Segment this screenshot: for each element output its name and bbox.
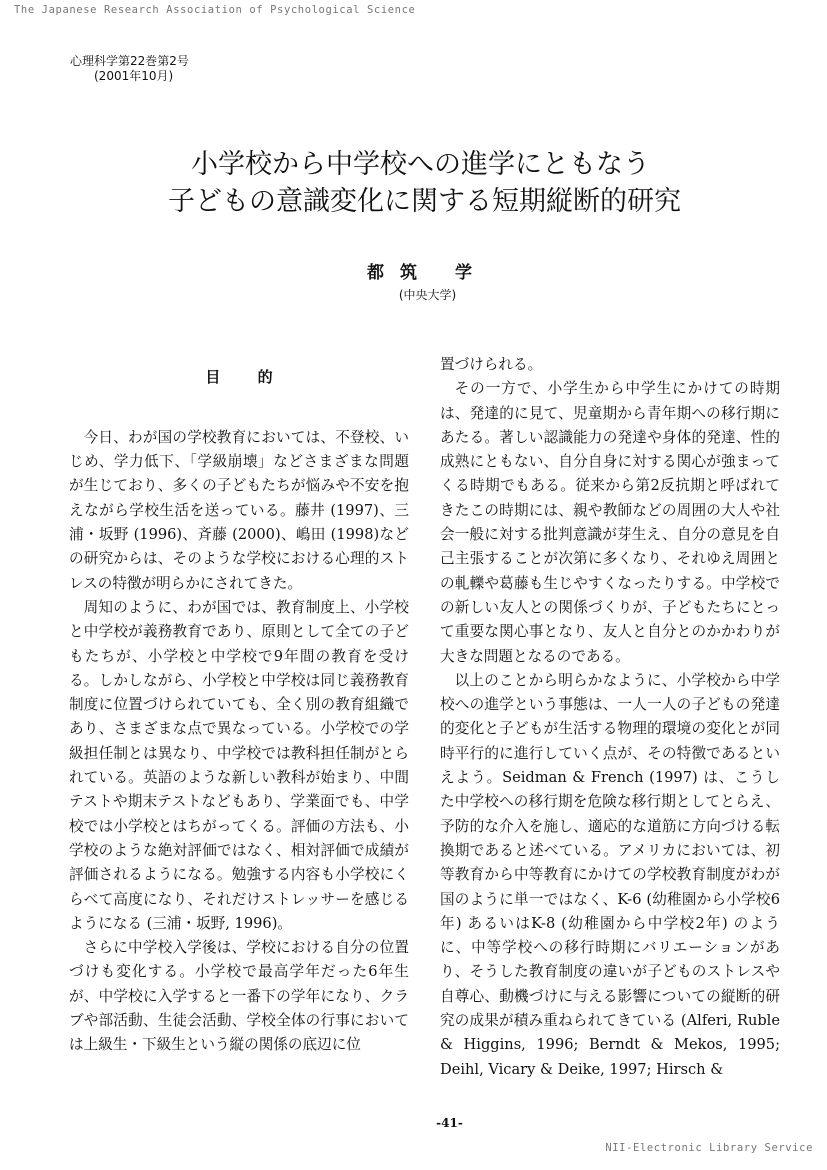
body-paragraph: さらに中学校入学後は、学校における自分の位置づけも変化する。小学校で最高学年だった6年生が、中学校に入学すると一番下の学年になり、クラブや部活動、生徒会活動、学校全体の行事においては上級生・下級生という縦の関係の底辺に位 <box>69 939 409 1054</box>
body-paragraph: その一方で、小学生から中学生にかけての時期は、発達的に見て、児童期から青年期への移行期にあたる。著しい認識能力の発達や身体的発達、性的成熟にともない、自分自身に対する関心が強まってくる時期でもある。従来から第2反抗期と呼ばれてきたこの時期には、親や教師などの周囲の大人や社会一般に対する批判意識が芽生え、自分の意見を自己主張することが次第に多くなり、それゆえ周囲との軋轢や葛藤も生じやすくなったりする。中学校での新しい友人との関係づくりが、子どもたちにとって重要な関心事となり、友人と自分とのかかわりが大きな問題となるのである。 <box>440 380 780 665</box>
section-spacer <box>69 402 409 426</box>
body-paragraph: 周知のように、わが国では、教育制度上、小学校と中学校が義務教育であり、原則として全ての子どもたちが、小学校と中学校で9年間の教育を受ける。しかしながら、小学校と中学校は同じ義務教育制度に位置づけられていても、全く別の教育組織であり、さまざまな点で異なっている。小学校での学級担任制とは異なり、中学校では教科担任制がとられている。英語のような新しい教科が始まり、中間テストや期末テストなどもあり、学業面でも、中学校では小学校とはちがってくる。評価の方法も、小学校のような絶対評価ではなく、相対評価で成績が評価されるようになる。勉強する内容も小学校にくらべて高度になり、それだけストレッサーを感じるようになる (三浦・坂野, 1996)。 <box>69 598 409 932</box>
watermark-bottom: NII-Electronic Library Service <box>605 1142 813 1154</box>
body-paragraph-continued: 置づけられる。 <box>440 356 543 373</box>
watermark-top: The Japanese Research Association of Psychological Science <box>14 4 416 16</box>
journal-date: (2001年10月) <box>94 69 174 83</box>
journal-citation <box>70 54 189 84</box>
paper-title <box>0 146 827 220</box>
left-column <box>69 353 409 1058</box>
body-paragraph: 今日、わが国の学校教育においては、不登校、いじめ、学力低下、「学級崩壊」などさまざまな問題が生じており、多くの子どもたちが悩みや不安を抱えながら学校生活を送っている。藤井 (1997)、三浦・坂野 (1996)、斉藤 (2000)、嶋田 (1998)などの研究からは、そのような学校における心理的ストレスの特徴が明らかにされてきた。 <box>69 428 409 592</box>
page-number: -41- <box>436 1116 463 1130</box>
journal-volume: 心理科学第22巻第2号 <box>70 54 189 68</box>
right-column <box>440 353 780 1082</box>
section-heading: 目 的 <box>205 368 289 386</box>
title-line-1: 小学校から中学校への進学にともなう <box>191 149 650 180</box>
author-affiliation: (中央大学) <box>398 288 457 302</box>
author-name: 都筑 学 <box>367 263 488 283</box>
body-paragraph: 以上のことから明らかなように、小学校から中学校への進学という事態は、一人一人の子どもの発達的変化と子どもが生活する物理的環境の変化とが同時平行的に進行していく点が、その特徴であるといえよう。Seidman & French (1997) は、こうした中学校への移行期を危険な移行期としてとらえ、予防的な介入を施し、適応的な道筋に方向づける転換期であると述べている。アメリカにおいては、初等教育から中等教育にかけての学校教育制度がわが国のように単一ではなく、K-6 (幼稚園から小学校6年) あるいはK-8 (幼稚園から中学校2年) のように、中等学校への移行時期にバリエーションがあり、そうした教育制度の違いが子どものストレスや自尊心、動機づけに与える影響についての縦断的研究の成果が積み重ねられてきている (Alferi, Ruble & Higgins, 1996; Berndt & Mekos, 1995; Deihl, Vicary & Deike, 1997; Hirsch & <box>440 671 780 1078</box>
title-line-2: 子どもの意識変化に関する短期縦断的研究 <box>168 186 681 217</box>
